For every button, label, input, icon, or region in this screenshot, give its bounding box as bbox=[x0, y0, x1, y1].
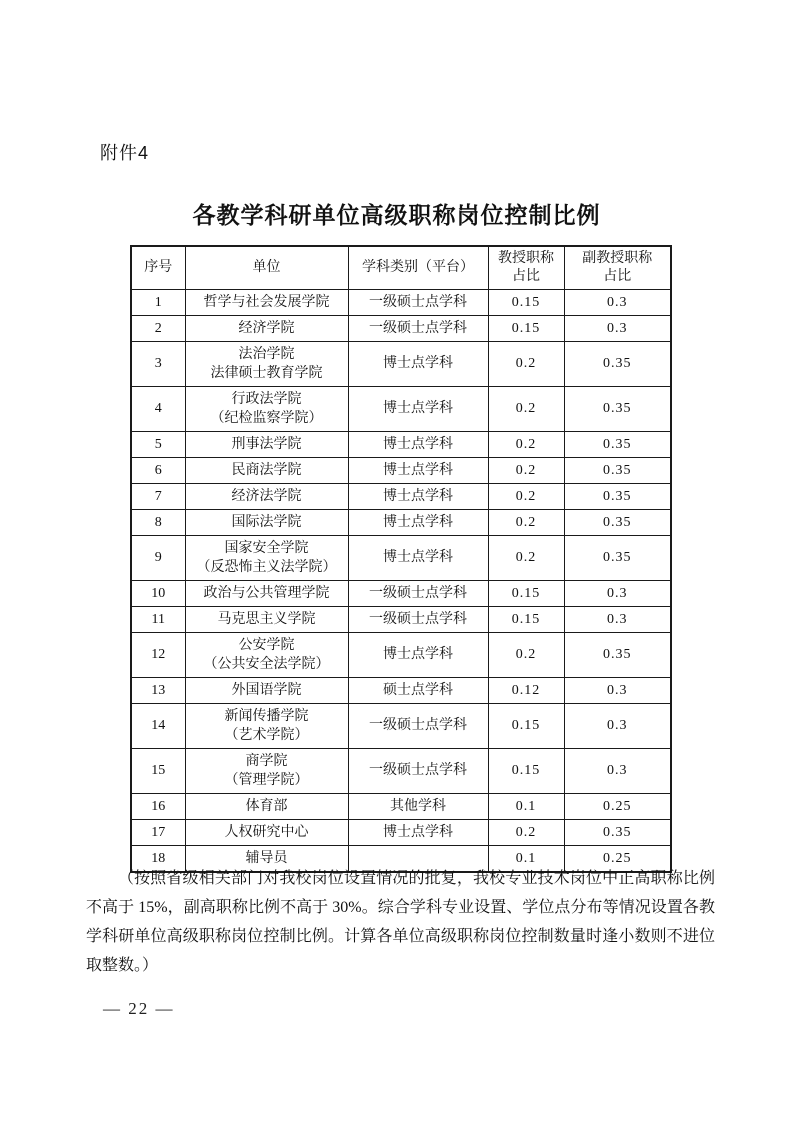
cell-unit bbox=[185, 484, 348, 510]
note-paragraph: （按照省级相关部门对我校岗位设置情况的批复，我校专业技术岗位中正高职称比例不高于 15%，副高职称比例不高于 30%。综合学科专业设置、学位点分布等情况设置各教学科研单位高级职称岗位控制比例。计算各单位高级职称岗位控制数量时逢小数则不进位取整数。） bbox=[86, 870, 715, 974]
unit-name-line: 国际法学院 bbox=[231, 515, 302, 530]
cell-category: 博士点学科 bbox=[348, 458, 488, 484]
cell-assoc-ratio: 0.3 bbox=[564, 316, 671, 342]
cell-category: 一级硕士点学科 bbox=[348, 581, 488, 607]
cell-no: 4 bbox=[131, 387, 185, 432]
cell-category: 博士点学科 bbox=[348, 536, 488, 581]
ratio-table bbox=[130, 245, 672, 873]
table-row bbox=[131, 316, 671, 342]
cell-no: 15 bbox=[131, 749, 185, 794]
cell-unit bbox=[185, 749, 348, 794]
table-row bbox=[131, 510, 671, 536]
unit-name-line: 民商法学院 bbox=[231, 463, 302, 478]
table-header-row bbox=[131, 246, 671, 290]
cell-assoc-ratio: 0.35 bbox=[564, 510, 671, 536]
cell-category: 博士点学科 bbox=[348, 432, 488, 458]
cell-category: 博士点学科 bbox=[348, 342, 488, 387]
cell-assoc-ratio: 0.3 bbox=[564, 678, 671, 704]
header-prof-ratio-line1: 教授职称 bbox=[498, 251, 554, 266]
cell-no: 9 bbox=[131, 536, 185, 581]
cell-unit bbox=[185, 316, 348, 342]
cell-unit bbox=[185, 387, 348, 432]
cell-category: 硕士点学科 bbox=[348, 678, 488, 704]
cell-unit bbox=[185, 536, 348, 581]
cell-unit bbox=[185, 704, 348, 749]
table-row bbox=[131, 342, 671, 387]
table-row bbox=[131, 290, 671, 316]
cell-prof-ratio: 0.15 bbox=[488, 704, 564, 749]
header-assoc-ratio-line2: 占比 bbox=[603, 269, 632, 284]
unit-name-line: 国家安全学院 bbox=[224, 541, 309, 556]
header-assoc-ratio-line1: 副教授职称 bbox=[582, 251, 653, 266]
cell-no: 5 bbox=[131, 432, 185, 458]
cell-prof-ratio: 0.2 bbox=[488, 484, 564, 510]
header-unit: 单位 bbox=[185, 246, 348, 290]
cell-no: 14 bbox=[131, 704, 185, 749]
cell-assoc-ratio: 0.3 bbox=[564, 607, 671, 633]
table-row bbox=[131, 484, 671, 510]
cell-prof-ratio: 0.1 bbox=[488, 794, 564, 820]
cell-prof-ratio: 0.2 bbox=[488, 820, 564, 846]
cell-no: 13 bbox=[131, 678, 185, 704]
table-row bbox=[131, 581, 671, 607]
cell-no: 17 bbox=[131, 820, 185, 846]
cell-unit bbox=[185, 458, 348, 484]
unit-name-line: 马克思主义学院 bbox=[217, 612, 316, 627]
attachment-label: 附件4 bbox=[100, 143, 150, 163]
unit-name-line: 政治与公共管理学院 bbox=[203, 586, 330, 601]
table-container bbox=[130, 245, 672, 873]
unit-name-line: 新闻传播学院 bbox=[224, 709, 309, 724]
header-prof-ratio-line2: 占比 bbox=[512, 269, 540, 284]
cell-no: 10 bbox=[131, 581, 185, 607]
cell-prof-ratio: 0.15 bbox=[488, 749, 564, 794]
cell-assoc-ratio: 0.3 bbox=[564, 581, 671, 607]
cell-assoc-ratio: 0.25 bbox=[564, 794, 671, 820]
cell-no: 16 bbox=[131, 794, 185, 820]
cell-unit bbox=[185, 820, 348, 846]
cell-no: 7 bbox=[131, 484, 185, 510]
cell-prof-ratio: 0.2 bbox=[488, 387, 564, 432]
unit-name-line: （管理学院） bbox=[224, 773, 309, 788]
unit-name-line: 行政法学院 bbox=[231, 392, 302, 407]
cell-prof-ratio: 0.2 bbox=[488, 536, 564, 581]
header-category: 学科类别（平台） bbox=[348, 246, 488, 290]
cell-category: 博士点学科 bbox=[348, 510, 488, 536]
table-row bbox=[131, 749, 671, 794]
unit-name-line: （艺术学院） bbox=[224, 728, 309, 743]
unit-name-line: （纪检监察学院） bbox=[210, 411, 323, 426]
unit-name-line: 哲学与社会发展学院 bbox=[203, 295, 330, 310]
cell-prof-ratio: 0.2 bbox=[488, 432, 564, 458]
unit-name-line: （公共安全法学院） bbox=[203, 657, 330, 672]
table-row bbox=[131, 794, 671, 820]
unit-name-line: 公安学院 bbox=[238, 638, 295, 653]
cell-category: 一级硕士点学科 bbox=[348, 749, 488, 794]
cell-category: 一级硕士点学科 bbox=[348, 704, 488, 749]
page-number: — 22 — bbox=[103, 999, 175, 1018]
cell-assoc-ratio: 0.3 bbox=[564, 749, 671, 794]
cell-category: 一级硕士点学科 bbox=[348, 607, 488, 633]
table-row bbox=[131, 678, 671, 704]
cell-prof-ratio: 0.2 bbox=[488, 633, 564, 678]
unit-name-line: 经济法学院 bbox=[231, 489, 302, 504]
table-row bbox=[131, 387, 671, 432]
cell-prof-ratio: 0.15 bbox=[488, 581, 564, 607]
table-row bbox=[131, 458, 671, 484]
table-row bbox=[131, 633, 671, 678]
cell-category: 博士点学科 bbox=[348, 387, 488, 432]
cell-unit bbox=[185, 794, 348, 820]
unit-name-line: 法律硕士教育学院 bbox=[210, 366, 323, 381]
unit-name-line: 体育部 bbox=[245, 799, 288, 814]
cell-assoc-ratio: 0.35 bbox=[564, 458, 671, 484]
cell-assoc-ratio: 0.3 bbox=[564, 704, 671, 749]
table-row bbox=[131, 536, 671, 581]
unit-name-line: 刑事法学院 bbox=[231, 437, 302, 452]
cell-category: 一级硕士点学科 bbox=[348, 290, 488, 316]
cell-category: 博士点学科 bbox=[348, 633, 488, 678]
cell-no: 1 bbox=[131, 290, 185, 316]
cell-unit bbox=[185, 342, 348, 387]
header-prof-ratio bbox=[488, 246, 564, 290]
header-assoc-ratio bbox=[564, 246, 671, 290]
cell-no: 12 bbox=[131, 633, 185, 678]
cell-prof-ratio: 0.15 bbox=[488, 607, 564, 633]
table-row bbox=[131, 607, 671, 633]
cell-prof-ratio: 0.1 bbox=[488, 846, 564, 873]
cell-category: 博士点学科 bbox=[348, 484, 488, 510]
cell-unit bbox=[185, 678, 348, 704]
unit-name-line: 商学院 bbox=[245, 754, 288, 769]
cell-unit bbox=[185, 432, 348, 458]
unit-name-line: 外国语学院 bbox=[231, 683, 302, 698]
document-title: 各教学科研单位高级职称岗位控制比例 bbox=[192, 203, 601, 228]
cell-assoc-ratio: 0.35 bbox=[564, 633, 671, 678]
unit-name-line: 经济学院 bbox=[238, 321, 295, 336]
cell-prof-ratio: 0.12 bbox=[488, 678, 564, 704]
cell-prof-ratio: 0.2 bbox=[488, 342, 564, 387]
cell-no: 8 bbox=[131, 510, 185, 536]
cell-no: 18 bbox=[131, 846, 185, 873]
unit-name-line: 辅导员 bbox=[245, 851, 288, 866]
cell-assoc-ratio: 0.35 bbox=[564, 432, 671, 458]
cell-category: 其他学科 bbox=[348, 794, 488, 820]
header-no: 序号 bbox=[131, 246, 185, 290]
cell-assoc-ratio: 0.25 bbox=[564, 846, 671, 873]
unit-name-line: 人权研究中心 bbox=[224, 825, 309, 840]
cell-prof-ratio: 0.15 bbox=[488, 316, 564, 342]
cell-category: 博士点学科 bbox=[348, 820, 488, 846]
cell-no: 2 bbox=[131, 316, 185, 342]
cell-unit bbox=[185, 633, 348, 678]
cell-prof-ratio: 0.2 bbox=[488, 458, 564, 484]
cell-assoc-ratio: 0.35 bbox=[564, 484, 671, 510]
cell-prof-ratio: 0.15 bbox=[488, 290, 564, 316]
cell-assoc-ratio: 0.35 bbox=[564, 820, 671, 846]
cell-no: 3 bbox=[131, 342, 185, 387]
unit-name-line: 法治学院 bbox=[238, 347, 295, 362]
cell-assoc-ratio: 0.35 bbox=[564, 536, 671, 581]
table-body bbox=[131, 290, 671, 873]
cell-assoc-ratio: 0.3 bbox=[564, 290, 671, 316]
cell-assoc-ratio: 0.35 bbox=[564, 387, 671, 432]
table-row bbox=[131, 432, 671, 458]
cell-unit bbox=[185, 290, 348, 316]
cell-assoc-ratio: 0.35 bbox=[564, 342, 671, 387]
table-row bbox=[131, 704, 671, 749]
table-row bbox=[131, 820, 671, 846]
cell-unit bbox=[185, 607, 348, 633]
cell-no: 6 bbox=[131, 458, 185, 484]
cell-unit bbox=[185, 581, 348, 607]
cell-unit bbox=[185, 510, 348, 536]
cell-prof-ratio: 0.2 bbox=[488, 510, 564, 536]
unit-name-line: （反恐怖主义法学院） bbox=[196, 560, 337, 575]
cell-category: 一级硕士点学科 bbox=[348, 316, 488, 342]
cell-no: 11 bbox=[131, 607, 185, 633]
